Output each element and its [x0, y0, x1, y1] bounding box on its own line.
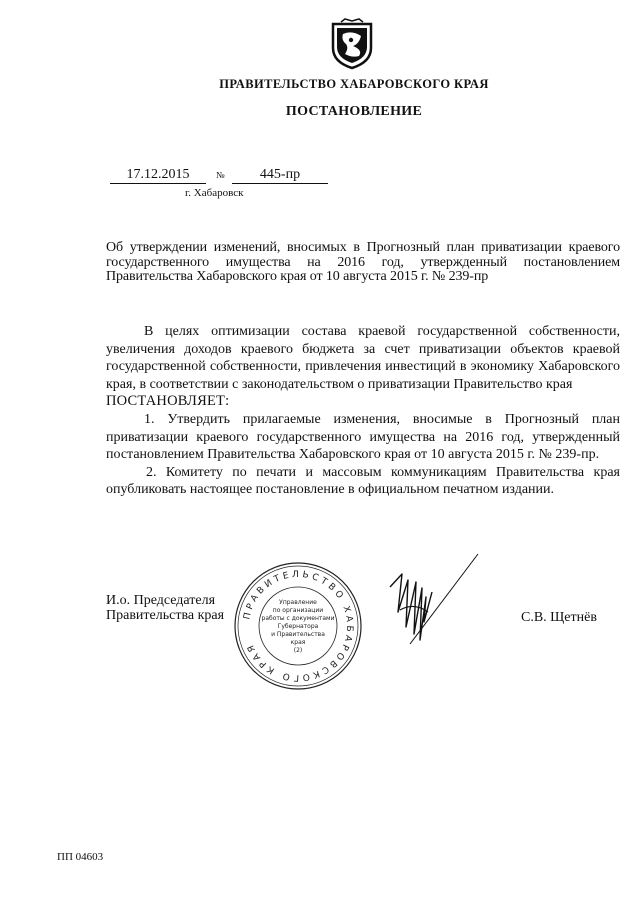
svg-text:ПРАВИТЕЛЬСТВО ХАБАРОВСКОГО КРА: ПРАВИТЕЛЬСТВО ХАБАРОВСКОГО КРАЯ	[242, 569, 355, 683]
signatory-position	[106, 593, 224, 623]
position-line-1: И.о. Председателя	[106, 593, 216, 608]
decree-number: 445-пр	[232, 166, 328, 184]
svg-text:Губернатора: Губернатора	[277, 623, 319, 630]
preamble-paragraph: В целях оптимизации состава краевой государственной собственности, увеличения доходов краевого бюджета за счет приватизации объектов краевой государственной собственности, привлечения инвестиций в экономику Хабаровского края, в соответствии с законодательством о приватизации Правительство края	[106, 324, 620, 392]
decree-date: 17.12.2015	[110, 166, 206, 184]
item-1-paragraph: 1. Утвердить прилагаемые изменения, вносимые в Прогнозный план приватизации краевого государственного имущества на 2016 год, утвержденный постановлением Правительства Хабаровского края от 10 августа 2015 г. № 239-пр.	[106, 411, 620, 463]
number-sign: №	[216, 170, 225, 180]
svg-text:края: края	[290, 639, 306, 646]
city-label: г. Хабаровск	[185, 187, 244, 199]
decree-body	[106, 323, 620, 499]
document-type-title: ПОСТАНОВЛЕНИЕ	[285, 104, 423, 119]
document-code: ПП 04603	[57, 851, 104, 863]
item-2-paragraph: 2. Комитету по печати и массовым коммуникациям Правительства края опубликовать настоящее постановление в официальном печатном издании.	[106, 464, 620, 498]
government-title: ПРАВИТЕЛЬСТВО ХАБАРОВСКОГО КРАЯ	[219, 77, 489, 91]
handwritten-signature	[380, 552, 480, 652]
svg-text:по организации: по организации	[272, 607, 324, 614]
svg-text:и Правительства: и Правительства	[271, 631, 325, 638]
signatory-name: С.В. Щетнёв	[521, 610, 597, 625]
resolves-heading: ПОСТАНОВЛЯЕТ:	[106, 393, 230, 410]
svg-text:работы с документами: работы с документами	[261, 615, 335, 622]
svg-text:(2): (2)	[293, 647, 303, 654]
decree-subject: Об утверждении изменений, вносимых в Прогнозный план приватизации краевого государственного имущества на 2016 год, утвержденный постановлением Правительства Хабаровского края от 10 августа 2015 г. № 239-пр	[106, 240, 620, 284]
coat-of-arms-icon	[329, 18, 375, 70]
official-stamp	[232, 560, 364, 692]
position-line-2: Правительства края	[106, 608, 225, 623]
svg-text:Управление: Управление	[279, 599, 317, 606]
